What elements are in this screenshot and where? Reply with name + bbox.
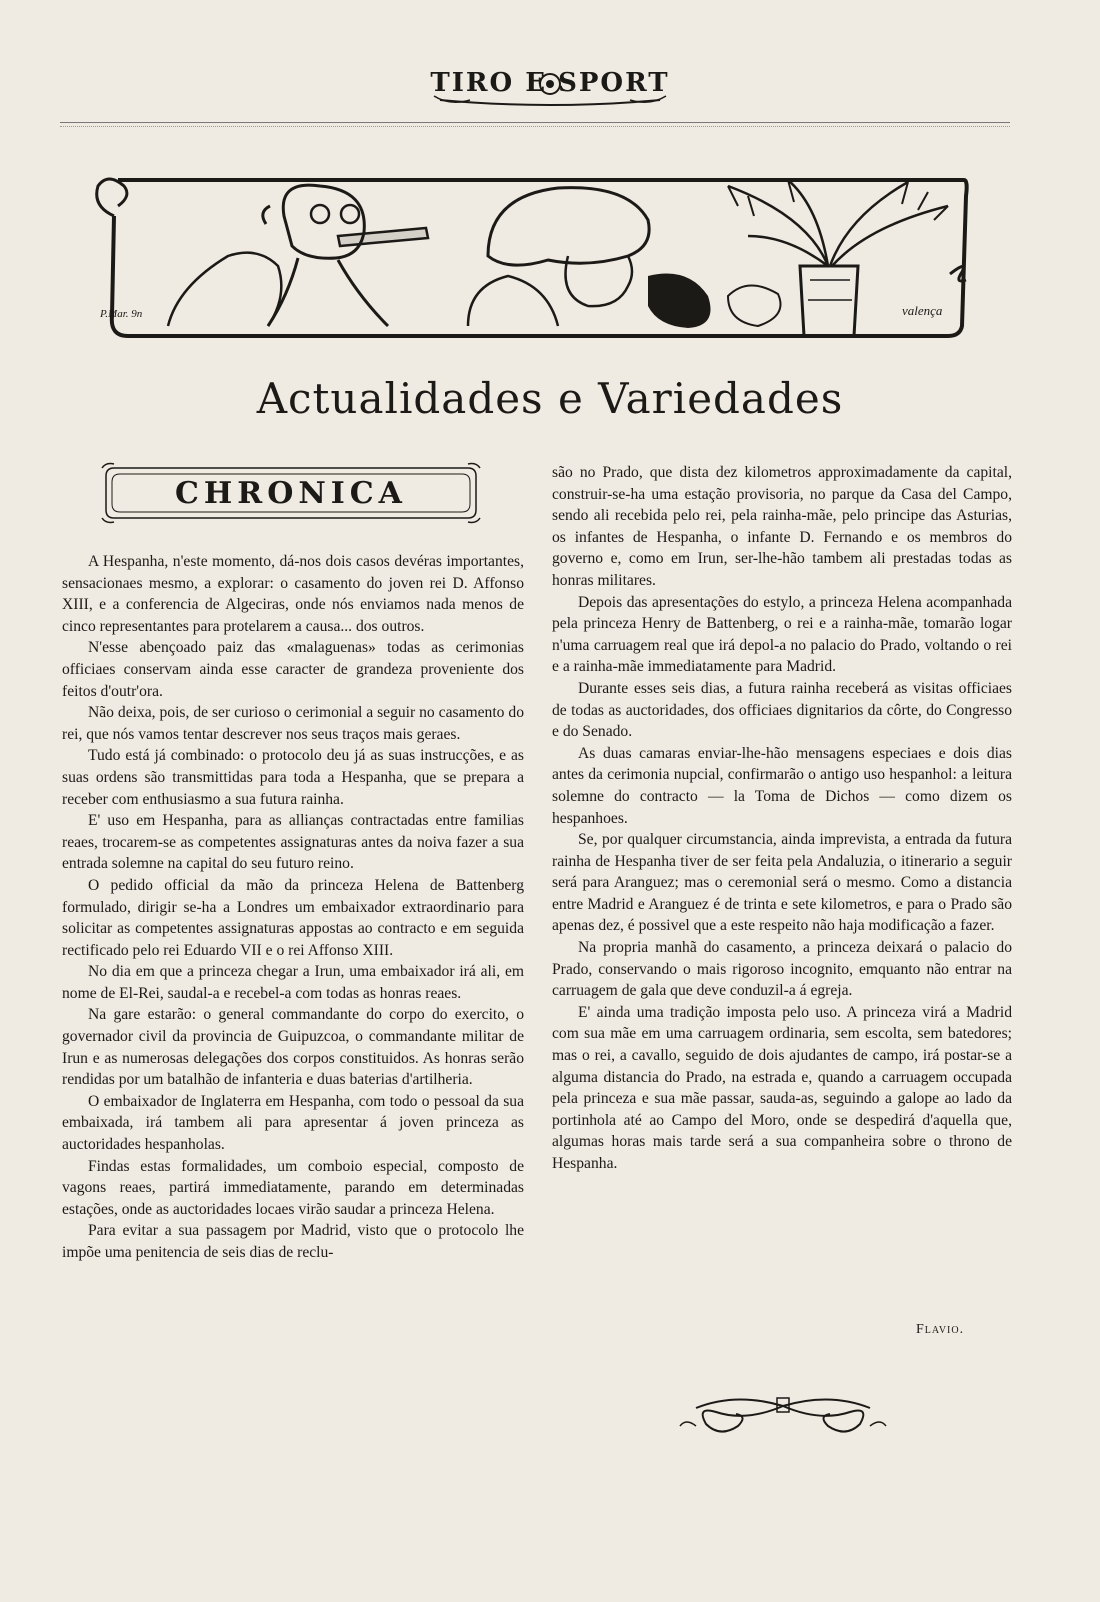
paragraph: O embaixador de Inglaterra em Hespanha, com todo o pessoal da sua embaixada, irá tambem ali para apresentar á joven princeza as auctoridades hespanholas. — [62, 1092, 524, 1154]
paragraph: Durante esses seis dias, a futura rainha receberá as visitas officiaes de todas as auctoridades, dos officiaes dignitarios da côrte, do Congresso e do Senado. — [552, 679, 1012, 741]
paragraph: N'esse abençoado paiz das «malaguenas» todas as cerimonias officiaes conservam ainda esse caracter de grandeza proveniente dos feitos d'outr'ora. — [62, 639, 524, 700]
author-signature: Flavio. — [916, 1322, 965, 1337]
paragraph: Findas estas formalidades, um comboio especial, composto de vagons reaes, partirá immediatamente, parando em determinadas estações, onde as auctoridades locaes virão saudar a princeza Helena. — [62, 1157, 524, 1218]
header-rule — [60, 122, 1010, 123]
paragraph: E' ainda uma tradição imposta pelo uso. A princeza virá a Madrid com sua mãe em uma carruagem ordinaria, sem escolta, sem batedores; mas o rei, a cavallo, seguido de dois ajudantes de campo, irá postar-se a alguma distancia do Prado, na estrada e, quando a carruagem occupada pela princeza e sua mãe passar, sauda-as, seguindo a galope ao lado da portinhola até ao Campo del Moro, onde se despedirá d'aquella que, algumas horas mais tarde será a sua companheira sobre o throno de Hespanha. — [552, 1003, 1012, 1172]
illustration-signature-right: valença — [902, 303, 943, 318]
illustration-signature-left: P.Mar. 9n — [100, 308, 143, 320]
paragraph: E' uso em Hespanha, para as allianças contractadas entre familias reaes, trocarem-se as competentes assignaturas antes da noiva fazer a sua entrada solemne na capital do seu futuro reino. — [62, 812, 524, 873]
paragraph: Tudo está já combinado: o protocolo deu já as suas instrucções, e as suas ordens são transmittidas para toda a Hespanha, que se prepara a receber com enthusiasmo a sua futura rainha. — [62, 747, 524, 808]
paragraph: Para evitar a sua passagem por Madrid, visto que o protocolo lhe impõe uma penitencia de seis dias de reclu- — [62, 1222, 524, 1261]
paragraph: Na gare estarão: o general commandante do corpo do exercito, o governador civil da provincia de Guipuzcoa, o commandante militar de Irun e as numerosas delegações dos corpos constituidos. As honras serão rendidas por um batalhão de infanteria e duas baterias d'artilheria. — [62, 1006, 524, 1089]
masthead-logo — [430, 62, 670, 110]
paragraph: O pedido official da mão da princeza Helena de Battenberg formulado, dirigir se-ha a Londres um embaixador extraordinario para solicitar as competentes assignaturas appostas ao contracto e em seguida rectificado pelo rei Eduardo VII e o rei Affonso XIII. — [62, 876, 524, 959]
paragraph: A Hespanha, n'este momento, dá-nos dois casos devéras importantes, sensacionaes mesmo, a explorar: o casamento do joven rei D. Affonso XIII, e a conferencia de Algeciras, onde nós enviamos nada menos de cinco representantes para protelarem a causa... dos outros. — [62, 553, 524, 635]
header-rule-dotted — [60, 126, 1010, 127]
paragraph: Se, por qualquer circumstancia, ainda imprevista, a entrada da futura rainha de Hespanha tiver de ser feita pela Andaluzia, o itinerario a seguir será para Aranguez; mas o ceremonial será o mesmo. Como a distancia entre Madrid e Aranguez é de trinta e sete kilometros, e para o Prado são apenas dez, é possivel que a este respeito não haja modificação a fazer. — [552, 831, 1012, 935]
masthead-title: TIRO E SPORT — [430, 68, 670, 98]
article-title: Actualidades e Variedades — [256, 374, 844, 423]
paragraph: As duas camaras enviar-lhe-hão mensagens especiaes e dois dias antes da cerimonia nupcial, confirmarão o antigo uso hespanhol: a leitura solemne do contracto — la Toma de Dichos — como dizem os hespanhoes. — [552, 744, 1012, 827]
paragraph: Não deixa, pois, de ser curioso o cerimonial a seguir no casamento do rei, que nós vamos tentar descrever nos seus traços mais geraes. — [62, 704, 524, 743]
paragraph: No dia em que a princeza chegar a Irun, uma embaixador irá ali, em nome de El-Rei, saudal-a e recebel-a com todas as honras reaes. — [62, 963, 524, 1002]
paragraph: Na propria manhã do casamento, a princeza deixará o palacio do Prado, conservando o mais rigoroso incognito, emquanto não entrar na carruagem de gala que deve conduzil-a á egreja. — [552, 939, 1012, 1000]
paragraph: são no Prado, que dista dez kilometros approximadamente da capital, construir-se-ha uma estação provisoria, no parque da Casa del Campo, sendo ali recebida pelo rei, pela rainha-mãe, pelo principe das Asturias, os infantes de Hespanha, o infante D. Fernando e os membros do governo e, como em Irun, ser-lhe-hão tambem ali prestadas todas as honras militares. — [552, 464, 1012, 589]
article-column-left — [62, 551, 524, 1264]
end-ornament — [676, 1382, 890, 1444]
caricature-illustration-icon — [88, 176, 990, 346]
section-heading-box — [100, 462, 482, 524]
header-illustration — [88, 176, 990, 346]
paragraph: Depois das apresentações do estylo, a princeza Helena acompanhada pela princeza Henry de Battenberg, o rei e a rainha-mãe, tomarão logar n'uma carruagem real que irá depol-a no palacio do Prado, voltando o rei e a rainha-mãe immediatamente para Madrid. — [552, 593, 1012, 676]
section-title: CHRONICA — [175, 476, 407, 511]
article-column-right — [552, 462, 1012, 1175]
flourish-ornament-icon — [676, 1382, 890, 1444]
